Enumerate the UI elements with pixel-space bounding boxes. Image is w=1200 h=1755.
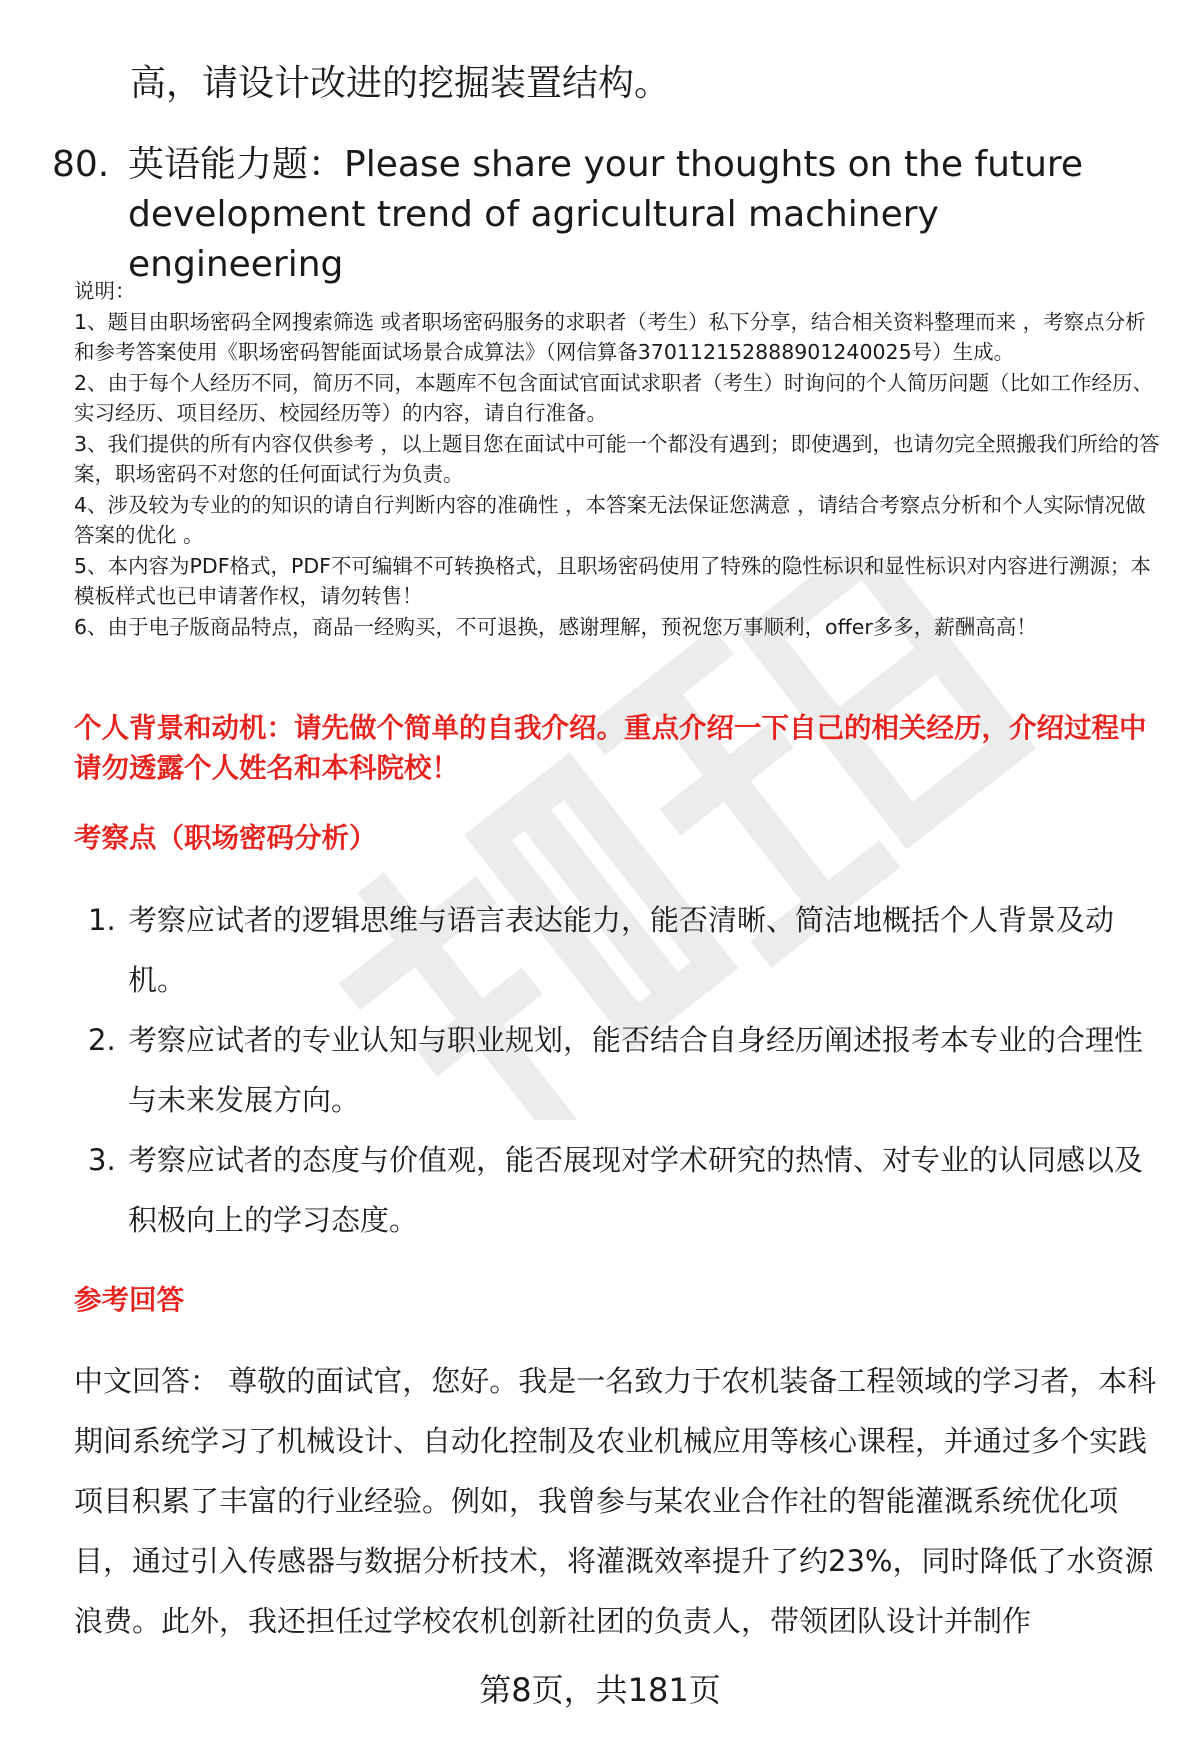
point-number: 1.: [88, 903, 116, 937]
list-item: [74, 890, 1164, 1010]
continued-question-text: 高，请设计改进的挖掘装置结构。: [130, 63, 671, 104]
personal-background-prompt: 个人背景和动机：请先做个简单的自我介绍。重点介绍一下自己的相关经历，介绍过程中请勿透露个人姓名和本科院校！: [74, 712, 1147, 784]
note-item: 6、由于电子版商品特点，商品一经购买，不可退换，感谢理解，预祝您万事顺利，offer多多，薪酬高高！: [74, 614, 1037, 639]
analysis-points: [74, 890, 1164, 1250]
note-item: 5、本内容为PDF格式，PDF不可编辑不可转换格式，且职场密码使用了特殊的隐性标识和显性标识对内容进行溯源；本模板样式也已申请著作权，请勿转售！: [74, 553, 1151, 608]
question-number: 80.: [52, 144, 110, 185]
page-footer: 第8页，共181页: [479, 1671, 721, 1709]
point-number: 3.: [88, 1143, 116, 1177]
note-item: 1、题目由职场密码全网搜索筛选 或者职场密码服务的求职者（考生）私下分享，结合相关资料整理而来 ，考察点分析和参考答案使用《职场密码智能面试场景合成算法》（网信算备370112152888901240025号）生成。: [74, 309, 1146, 364]
point-text: 考察应试者的逻辑思维与语言表达能力，能否清晰、简洁地概括个人背景及动机。: [128, 903, 1115, 997]
point-text: 考察应试者的专业认知与职业规划，能否结合自身经历阐述报考本专业的合理性与未来发展方向。: [128, 1023, 1144, 1117]
notes-title: 说明：: [74, 279, 136, 303]
reference-answer: 中文回答： 尊敬的面试官，您好。我是一名致力于农机装备工程领域的学习者，本科期间系统学习了机械设计、自动化控制及农业机械应用等核心课程，并通过多个实践项目积累了丰富的行业经验。例如，我曾参与某农业合作社的智能灌溉系统优化项目，通过引入传感器与数据分析技术，将灌溉效率提升了约23%，同时降低了水资源浪费。此外，我还担任过学校农机创新社团的负责人，带领团队设计并制作: [74, 1364, 1157, 1638]
note-item: 3、我们提供的所有内容仅供参考 ，以上题目您在面试中可能一个都没有遇到；即使遇到，也请勿完全照搬我们所给的答案，职场密码不对您的任何面试行为负责。: [74, 431, 1160, 486]
list-item: [74, 1010, 1164, 1130]
note-item: 4、涉及较为专业的的知识的请自行判断内容的准确性 ，本答案无法保证您满意 ，请结合考察点分析和个人实际情况做答案的优化 。: [74, 492, 1146, 547]
reference-heading: 参考回答: [74, 1284, 184, 1316]
notes-block: [74, 276, 1164, 642]
analysis-heading: 考察点（职场密码分析）: [74, 822, 377, 854]
note-item: 2、由于每个人经历不同，简历不同，本题库不包含面试官面试求职者（考生）时询问的个人简历问题（比如工作经历、实习经历、项目经历、校园经历等）的内容，请自行准备。: [74, 370, 1154, 425]
question-80: [52, 140, 1152, 290]
list-item: [74, 1130, 1164, 1250]
point-number: 2.: [88, 1023, 116, 1057]
point-text: 考察应试者的态度与价值观，能否展现对学术研究的热情、对专业的认同感以及积极向上的学习态度。: [128, 1143, 1144, 1237]
question-text: 英语能力题：Please share your thoughts on the future development trend of agricultural machinery engineering: [128, 144, 1084, 285]
